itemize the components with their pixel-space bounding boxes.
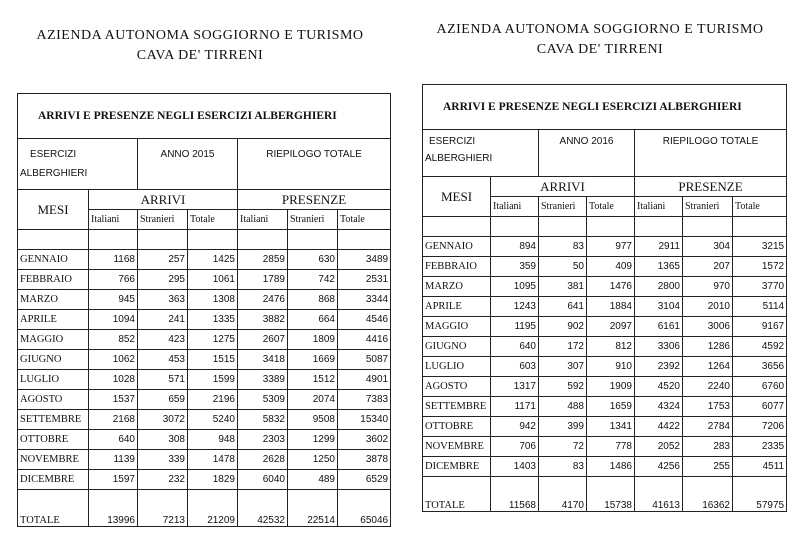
mesi-header: MESI [18,190,89,230]
value-cell-ps: 2784 [683,417,733,437]
value-cell-ai: 1171 [491,397,539,417]
value-cell-as: 641 [539,297,587,317]
value-cell-ps: 1809 [288,330,338,350]
table-title: ARRIVI E PRESENZE NEGLI ESERCIZI ALBERGHIERI [423,85,787,130]
value-cell-at: 812 [587,337,635,357]
value-cell-as: 232 [138,470,188,490]
value-cell-pt: 9167 [733,317,787,337]
value-cell-at: 2196 [188,390,238,410]
value-cell-pi: 3418 [238,350,288,370]
value-cell-as: 381 [539,277,587,297]
col-stranieri: Stranieri [288,210,338,230]
value-cell-as: 3072 [138,410,188,430]
spacer-cell [89,230,138,250]
value-cell-ps: 2010 [683,297,733,317]
total-cell-at: 15738 [587,477,635,512]
month-label: GIUGNO [18,350,89,370]
value-cell-ai: 1243 [491,297,539,317]
value-cell-as: 423 [138,330,188,350]
value-cell-ai: 1597 [89,470,138,490]
value-cell-ai: 706 [491,437,539,457]
value-cell-ps: 9508 [288,410,338,430]
value-cell-as: 399 [539,417,587,437]
value-cell-pi: 4256 [635,457,683,477]
value-cell-pi: 5309 [238,390,288,410]
spacer-cell [138,230,188,250]
value-cell-pt: 15340 [338,410,391,430]
header-line1: AZIENDA AUTONOMA SOGGIORNO E TURISMO [436,22,764,37]
value-cell-at: 1909 [587,377,635,397]
total-cell-pi: 42532 [238,490,288,527]
mesi-header: MESI [423,177,491,217]
value-cell-at: 1478 [188,450,238,470]
spacer-cell [288,230,338,250]
value-cell-at: 1341 [587,417,635,437]
col-stranieri: Stranieri [138,210,188,230]
value-cell-as: 488 [539,397,587,417]
riepilogo-header: RIEPILOGO TOTALE [635,130,787,177]
value-cell-pi: 1365 [635,257,683,277]
table-row [18,290,391,310]
value-cell-pt: 4511 [733,457,787,477]
table-row [18,310,391,330]
value-cell-ps: 255 [683,457,733,477]
table-row [423,237,787,257]
total-cell-pt: 57975 [733,477,787,512]
value-cell-pi: 3104 [635,297,683,317]
value-cell-pi: 2607 [238,330,288,350]
value-cell-at: 1061 [188,270,238,290]
value-cell-pt: 6077 [733,397,787,417]
value-cell-ai: 1537 [89,390,138,410]
value-cell-pt: 4546 [338,310,391,330]
value-cell-as: 571 [138,370,188,390]
value-cell-ps: 2240 [683,377,733,397]
table-row [423,397,787,417]
value-cell-at: 1425 [188,250,238,270]
arrivi-header: ARRIVI [89,190,238,210]
header-line2: CAVA DE' TIRRENI [536,42,664,57]
month-label: MAGGIO [423,317,491,337]
value-cell-pi: 1789 [238,270,288,290]
value-cell-ps: 1250 [288,450,338,470]
value-cell-at: 1659 [587,397,635,417]
value-cell-as: 257 [138,250,188,270]
esercizi-line2: ALBERGHIERI [20,168,88,179]
table-row [423,257,787,277]
col-italiani: Italiani [491,197,539,217]
value-cell-pt: 3878 [338,450,391,470]
value-cell-ai: 894 [491,237,539,257]
value-cell-ps: 489 [288,470,338,490]
presenze-header: PRESENZE [238,190,391,210]
value-cell-as: 295 [138,270,188,290]
value-cell-ai: 2168 [89,410,138,430]
spacer-cell [491,217,539,237]
value-cell-pt: 3344 [338,290,391,310]
spacer-cell [423,217,491,237]
value-cell-ps: 1512 [288,370,338,390]
value-cell-pi: 2476 [238,290,288,310]
value-cell-ai: 852 [89,330,138,350]
table-row [423,297,787,317]
spacer-cell [683,217,733,237]
value-cell-at: 1884 [587,297,635,317]
value-cell-at: 1275 [188,330,238,350]
value-cell-at: 778 [587,437,635,457]
month-label: OTTOBRE [18,430,89,450]
month-label: SETTEMBRE [18,410,89,430]
anno-header: ANNO 2015 [138,139,238,190]
value-cell-pt: 5114 [733,297,787,317]
value-cell-ai: 603 [491,357,539,377]
value-cell-as: 50 [539,257,587,277]
value-cell-pt: 4416 [338,330,391,350]
month-label: FEBBRAIO [423,257,491,277]
month-label: NOVEMBRE [423,437,491,457]
table-row [423,377,787,397]
value-cell-pt: 4592 [733,337,787,357]
header-line1: AZIENDA AUTONOMA SOGGIORNO E TURISMO [36,28,364,43]
value-cell-ps: 1264 [683,357,733,377]
month-label: APRILE [18,310,89,330]
value-cell-pt: 2335 [733,437,787,457]
table-row [18,410,391,430]
value-cell-pt: 2531 [338,270,391,290]
value-cell-ps: 304 [683,237,733,257]
value-cell-ai: 1094 [89,310,138,330]
value-cell-pt: 3602 [338,430,391,450]
arrivi-header: ARRIVI [491,177,635,197]
value-cell-at: 1476 [587,277,635,297]
table-row [18,390,391,410]
month-label: GIUGNO [423,337,491,357]
month-label: DICEMBRE [18,470,89,490]
value-cell-pt: 3215 [733,237,787,257]
table-row [18,450,391,470]
value-cell-as: 83 [539,457,587,477]
value-cell-as: 172 [539,337,587,357]
value-cell-pt: 3656 [733,357,787,377]
table-row [423,457,787,477]
month-label: OTTOBRE [423,417,491,437]
value-cell-ai: 1168 [89,250,138,270]
month-label: FEBBRAIO [18,270,89,290]
value-cell-as: 241 [138,310,188,330]
value-cell-pi: 4422 [635,417,683,437]
total-cell-ps: 22514 [288,490,338,527]
total-cell-pt: 65046 [338,490,391,527]
value-cell-pi: 2911 [635,237,683,257]
value-cell-at: 1515 [188,350,238,370]
month-label: LUGLIO [18,370,89,390]
col-totale: Totale [338,210,391,230]
table-row [423,277,787,297]
value-cell-ps: 742 [288,270,338,290]
value-cell-as: 453 [138,350,188,370]
value-cell-at: 977 [587,237,635,257]
total-cell-as: 4170 [539,477,587,512]
value-cell-pi: 3389 [238,370,288,390]
value-cell-as: 339 [138,450,188,470]
table-2016 [422,84,787,512]
table-row [423,417,787,437]
month-label: GENNAIO [423,237,491,257]
esercizi-line1: ESERCIZI [429,136,476,147]
value-cell-at: 5240 [188,410,238,430]
anno-header: ANNO 2016 [539,130,635,177]
value-cell-ai: 640 [89,430,138,450]
table-row [18,370,391,390]
riepilogo-header: RIEPILOGO TOTALE [238,139,391,190]
value-cell-ai: 1028 [89,370,138,390]
value-cell-ai: 359 [491,257,539,277]
value-cell-at: 2097 [587,317,635,337]
spacer-cell [587,217,635,237]
value-cell-pt: 6529 [338,470,391,490]
month-label: GENNAIO [18,250,89,270]
value-cell-ps: 1286 [683,337,733,357]
value-cell-pi: 2392 [635,357,683,377]
value-cell-pi: 2859 [238,250,288,270]
col-stranieri: Stranieri [539,197,587,217]
month-label: APRILE [423,297,491,317]
table-row [423,337,787,357]
value-cell-at: 409 [587,257,635,277]
spacer-cell [733,217,787,237]
value-cell-as: 363 [138,290,188,310]
value-cell-ps: 283 [683,437,733,457]
value-cell-ps: 1299 [288,430,338,450]
value-cell-as: 308 [138,430,188,450]
total-cell-as: 7213 [138,490,188,527]
total-cell-ai: 13996 [89,490,138,527]
value-cell-ps: 207 [683,257,733,277]
value-cell-pt: 7206 [733,417,787,437]
total-cell-ai: 11568 [491,477,539,512]
value-cell-ai: 1062 [89,350,138,370]
value-cell-pt: 3489 [338,250,391,270]
value-cell-pt: 6760 [733,377,787,397]
table-row [423,437,787,457]
value-cell-pt: 4901 [338,370,391,390]
col-italiani: Italiani [89,210,138,230]
table-row [18,250,391,270]
table-title: ARRIVI E PRESENZE NEGLI ESERCIZI ALBERGHIERI [18,94,391,139]
value-cell-pt: 1572 [733,257,787,277]
value-cell-pt: 5087 [338,350,391,370]
table-row [18,430,391,450]
esercizi-header [18,139,138,190]
value-cell-pi: 3306 [635,337,683,357]
value-cell-ps: 630 [288,250,338,270]
spacer-cell [635,217,683,237]
month-label: MARZO [423,277,491,297]
value-cell-ps: 3006 [683,317,733,337]
total-cell-pi: 41613 [635,477,683,512]
value-cell-ai: 1195 [491,317,539,337]
value-cell-as: 83 [539,237,587,257]
right-page-2016 [400,0,800,552]
table-row [18,270,391,290]
value-cell-ps: 1753 [683,397,733,417]
col-totale: Totale [733,197,787,217]
spacer-cell [188,230,238,250]
value-cell-at: 1308 [188,290,238,310]
value-cell-as: 307 [539,357,587,377]
value-cell-as: 72 [539,437,587,457]
col-totale: Totale [587,197,635,217]
spacer-cell [18,230,89,250]
value-cell-ai: 945 [89,290,138,310]
value-cell-ai: 640 [491,337,539,357]
table-row [18,330,391,350]
value-cell-ps: 2074 [288,390,338,410]
value-cell-pt: 7383 [338,390,391,410]
value-cell-ps: 1669 [288,350,338,370]
value-cell-pi: 6161 [635,317,683,337]
col-italiani: Italiani [635,197,683,217]
table-row [423,357,787,377]
value-cell-at: 910 [587,357,635,377]
value-cell-as: 902 [539,317,587,337]
value-cell-ps: 868 [288,290,338,310]
esercizi-line2: ALBERGHIERI [425,153,493,164]
value-cell-ai: 942 [491,417,539,437]
month-label: NOVEMBRE [18,450,89,470]
value-cell-at: 1599 [188,370,238,390]
total-row [423,477,787,512]
value-cell-as: 592 [539,377,587,397]
month-label: AGOSTO [18,390,89,410]
value-cell-as: 659 [138,390,188,410]
value-cell-pi: 4324 [635,397,683,417]
table-row [18,470,391,490]
table-row [18,350,391,370]
value-cell-pi: 2303 [238,430,288,450]
value-cell-ai: 1317 [491,377,539,397]
col-stranieri: Stranieri [683,197,733,217]
value-cell-ps: 970 [683,277,733,297]
value-cell-ai: 1139 [89,450,138,470]
value-cell-ai: 1403 [491,457,539,477]
value-cell-pi: 6040 [238,470,288,490]
value-cell-pi: 2052 [635,437,683,457]
spacer-cell [338,230,391,250]
col-italiani: Italiani [238,210,288,230]
total-label: TOTALE [18,490,89,527]
header-line2: CAVA DE' TIRRENI [136,48,264,63]
month-label: MAGGIO [18,330,89,350]
month-label: MARZO [18,290,89,310]
value-cell-pi: 2628 [238,450,288,470]
table-2015 [17,93,391,527]
total-label: TOTALE [423,477,491,512]
month-label: LUGLIO [423,357,491,377]
value-cell-at: 1335 [188,310,238,330]
value-cell-at: 1486 [587,457,635,477]
value-cell-pt: 3770 [733,277,787,297]
value-cell-at: 948 [188,430,238,450]
spacer-cell [539,217,587,237]
value-cell-ai: 1095 [491,277,539,297]
total-row [18,490,391,527]
value-cell-at: 1829 [188,470,238,490]
esercizi-line1: ESERCIZI [30,149,77,160]
value-cell-ps: 664 [288,310,338,330]
col-totale: Totale [188,210,238,230]
value-cell-ai: 766 [89,270,138,290]
spacer-cell [238,230,288,250]
total-cell-ps: 16362 [683,477,733,512]
value-cell-pi: 5832 [238,410,288,430]
table-row [423,317,787,337]
value-cell-pi: 2800 [635,277,683,297]
presenze-header: PRESENZE [635,177,787,197]
month-label: DICEMBRE [423,457,491,477]
value-cell-pi: 3882 [238,310,288,330]
month-label: SETTEMBRE [423,397,491,417]
month-label: AGOSTO [423,377,491,397]
esercizi-header [423,130,539,177]
value-cell-pi: 4520 [635,377,683,397]
total-cell-at: 21209 [188,490,238,527]
